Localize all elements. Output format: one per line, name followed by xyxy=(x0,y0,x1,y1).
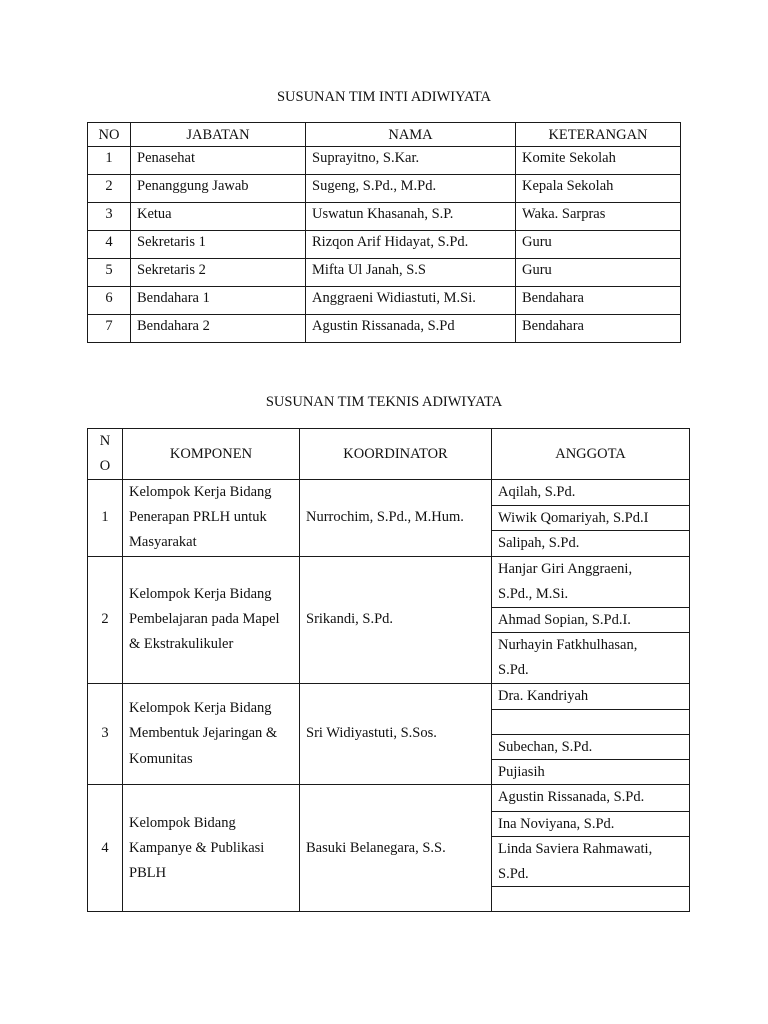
cell-no: 7 xyxy=(88,315,131,343)
header-no xyxy=(88,429,123,480)
cell-anggota xyxy=(492,683,690,785)
cell-no: 1 xyxy=(88,147,131,175)
cell-nama: Sugeng, S.Pd., M.Pd. xyxy=(306,175,516,203)
cell-no: 5 xyxy=(88,259,131,287)
cell-jabatan: Ketua xyxy=(131,203,306,231)
anggota-item xyxy=(492,530,689,555)
anggota-item xyxy=(492,811,689,836)
komponen-line: Kelompok Bidang xyxy=(129,814,236,831)
cell-no: 3 xyxy=(88,203,131,231)
cell-jabatan: Bendahara 2 xyxy=(131,315,306,343)
header-anggota: ANGGOTA xyxy=(492,429,690,480)
header-no-line: O xyxy=(99,458,111,474)
komponen-line: Komunitas xyxy=(129,750,193,767)
cell-koordinator: Basuki Belanegara, S.S. xyxy=(300,785,492,912)
anggota-line: Aqilah, S.Pd. xyxy=(498,484,576,500)
anggota-item xyxy=(492,709,689,734)
table-tim-teknis xyxy=(87,428,690,912)
anggota-line: Ina Noviyana, S.Pd. xyxy=(498,815,615,832)
anggota-line: Ahmad Sopian, S.Pd.I. xyxy=(498,612,631,628)
header-keterangan: KETERANGAN xyxy=(516,123,681,147)
anggota-line: Salipah, S.Pd. xyxy=(498,535,580,552)
header-koordinator: KOORDINATOR xyxy=(300,429,492,480)
cell-anggota xyxy=(492,480,690,557)
cell-komponen xyxy=(123,556,300,683)
anggota-line: Dra. Kandriyah xyxy=(498,687,589,704)
anggota-item xyxy=(492,759,689,784)
title-tim-teknis: SUSUNAN TIM TEKNIS ADIWIYATA xyxy=(265,394,503,410)
komponen-line: Penerapan PRLH untuk xyxy=(129,509,267,526)
cell-jabatan: Bendahara 1 xyxy=(131,287,306,315)
anggota-line: Linda Saviera Rahmawati, xyxy=(498,840,653,857)
anggota-item xyxy=(492,607,689,632)
komponen-line: Pembelajaran pada Mapel xyxy=(129,610,280,627)
title-tim-inti: SUSUNAN TIM INTI ADIWIYATA xyxy=(276,89,492,105)
cell-no: 2 xyxy=(88,175,131,203)
table-row xyxy=(88,287,681,315)
anggota-line: S.Pd. xyxy=(498,865,529,882)
komponen-line: Kelompok Kerja Bidang xyxy=(129,700,272,717)
cell-keterangan: Waka. Sarpras xyxy=(516,203,681,231)
cell-keterangan: Bendahara xyxy=(516,315,681,343)
cell-keterangan: Guru xyxy=(516,259,681,287)
table-header-row xyxy=(88,429,690,480)
komponen-line: Masyarakat xyxy=(129,534,197,551)
anggota-item xyxy=(492,632,689,682)
cell-nama: Anggraeni Widiastuti, M.Si. xyxy=(306,287,516,315)
anggota-line: Subechan, S.Pd. xyxy=(498,738,593,755)
anggota-line: Nurhayin Fatkhulhasan, xyxy=(498,637,638,654)
header-komponen: KOMPONEN xyxy=(123,429,300,480)
anggota-item xyxy=(492,557,689,607)
cell-nama: Rizqon Arif Hidayat, S.Pd. xyxy=(306,231,516,259)
table-row xyxy=(88,785,690,912)
komponen-line: Kelompok Kerja Bidang xyxy=(129,585,272,602)
header-nama: NAMA xyxy=(306,123,516,147)
table-row xyxy=(88,231,681,259)
komponen-line: Membentuk Jejaringan & xyxy=(129,725,278,742)
anggota-item xyxy=(492,734,689,759)
cell-no: 6 xyxy=(88,287,131,315)
anggota-line: Wiwik Qomariyah, S.Pd.I xyxy=(498,510,649,527)
cell-jabatan: Sekretaris 1 xyxy=(131,231,306,259)
header-no: NO xyxy=(88,123,131,147)
cell-jabatan: Penanggung Jawab xyxy=(131,175,306,203)
cell-no: 4 xyxy=(88,785,123,912)
table-row xyxy=(88,683,690,785)
anggota-line: Hanjar Giri Anggraeni, xyxy=(498,560,633,577)
anggota-item xyxy=(492,886,689,911)
cell-koordinator: Srikandi, S.Pd. xyxy=(300,556,492,683)
cell-no: 4 xyxy=(88,231,131,259)
table-row xyxy=(88,203,681,231)
anggota-item xyxy=(492,785,689,810)
cell-no: 2 xyxy=(88,556,123,683)
cell-no: 1 xyxy=(88,480,123,557)
table-row xyxy=(88,259,681,287)
anggota-item xyxy=(492,480,689,505)
table-row xyxy=(88,147,681,175)
anggota-line: Agustin Rissanada, S.Pd. xyxy=(498,789,645,806)
cell-komponen xyxy=(123,480,300,557)
cell-anggota xyxy=(492,785,690,912)
cell-no: 3 xyxy=(88,683,123,785)
cell-koordinator: Nurrochim, S.Pd., M.Hum. xyxy=(300,480,492,557)
cell-komponen xyxy=(123,683,300,785)
anggota-line: S.Pd. xyxy=(498,662,529,679)
cell-nama: Suprayitno, S.Kar. xyxy=(306,147,516,175)
table-row xyxy=(88,556,690,683)
komponen-line: PBLH xyxy=(129,864,167,881)
cell-nama: Uswatun Khasanah, S.P. xyxy=(306,203,516,231)
header-jabatan: JABATAN xyxy=(131,123,306,147)
komponen-line: Kelompok Kerja Bidang xyxy=(129,484,272,500)
cell-keterangan: Komite Sekolah xyxy=(516,147,681,175)
anggota-item xyxy=(492,836,689,886)
table-row xyxy=(88,315,681,343)
cell-jabatan: Sekretaris 2 xyxy=(131,259,306,287)
anggota-item xyxy=(492,684,689,709)
cell-jabatan: Penasehat xyxy=(131,147,306,175)
table-row xyxy=(88,175,681,203)
cell-koordinator: Sri Widiyastuti, S.Sos. xyxy=(300,683,492,785)
header-no-line: N xyxy=(99,433,111,449)
cell-nama: Mifta Ul Janah, S.S xyxy=(306,259,516,287)
komponen-line: & Ekstrakulikuler xyxy=(129,636,234,653)
anggota-line: Pujiasih xyxy=(498,764,545,781)
table-tim-inti xyxy=(87,122,681,343)
table-row xyxy=(88,480,690,557)
cell-keterangan: Bendahara xyxy=(516,287,681,315)
cell-keterangan: Kepala Sekolah xyxy=(516,175,681,203)
cell-komponen xyxy=(123,785,300,912)
anggota-item xyxy=(492,505,689,530)
cell-keterangan: Guru xyxy=(516,231,681,259)
cell-anggota xyxy=(492,556,690,683)
cell-nama: Agustin Rissanada, S.Pd xyxy=(306,315,516,343)
komponen-line: Kampanye & Publikasi xyxy=(129,839,265,856)
table-header-row xyxy=(88,123,681,147)
anggota-line: S.Pd., M.Si. xyxy=(498,585,569,602)
